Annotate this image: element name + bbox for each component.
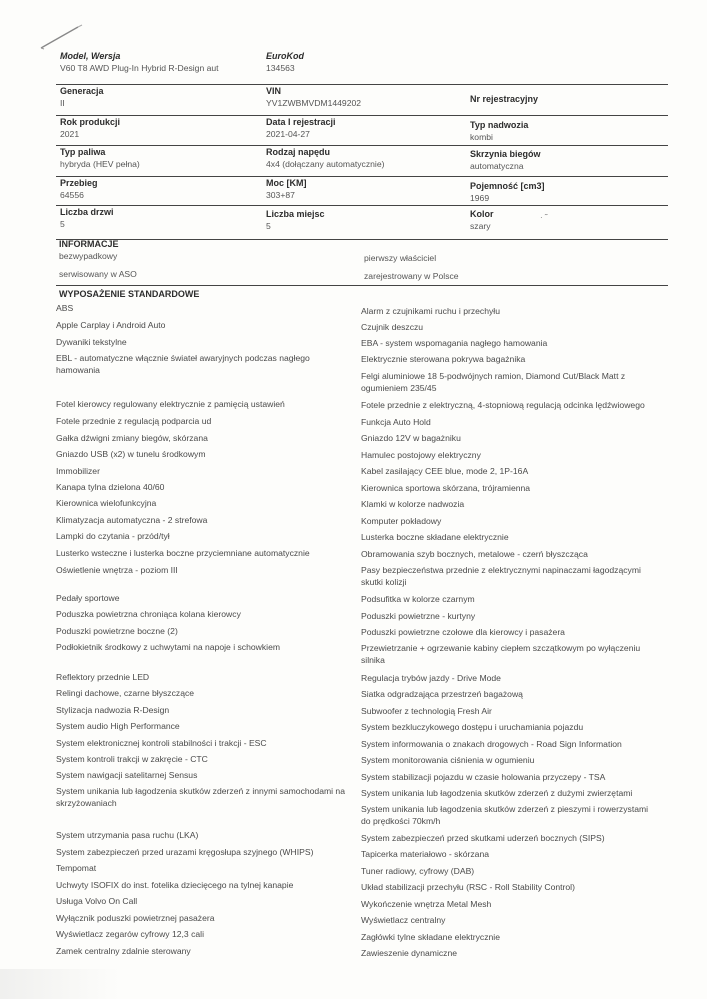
equipment-item: Siatka odgradzająca przestrzeń bagażową bbox=[361, 689, 523, 699]
equipment-item: Felgi aluminiowe 18 5-podwójnych ramion, Diamond Cut/Black Matt z ogumieniem 235/45 bbox=[361, 371, 626, 393]
equipment-item: Gniazdo USB (x2) w tunelu środkowym bbox=[56, 449, 206, 459]
spec-value: 64556 bbox=[60, 190, 84, 200]
wyposazenie-section bbox=[56, 288, 668, 968]
spec-cell-model bbox=[56, 50, 262, 84]
equipment-item: Podłokietnik środkowy z uchwytami na napoje i schowkiem bbox=[56, 642, 281, 652]
equipment-item: Kierownica wielofunkcyjna bbox=[56, 498, 157, 508]
equipment-item: Komputer pokładowy bbox=[361, 516, 442, 526]
equipment-item: System elektronicznej kontroli stabilności i trakcji - ESC bbox=[56, 738, 267, 748]
equipment-item: Regulacja trybów jazdy - Drive Mode bbox=[361, 673, 501, 683]
spec-label: Liczba miejsc bbox=[266, 209, 325, 219]
spec-label: Rodzaj napędu bbox=[266, 147, 331, 157]
equipment-item: Przewietrzanie + ogrzewanie kabiny ciepłem szczątkowym po wyłączeniu silnika bbox=[361, 643, 641, 665]
spec-value: YV1ZWBMVDM1449202 bbox=[266, 98, 362, 108]
equipment-item: System stabilizacji pojazdu w czasie holowania przyczepy - TSA bbox=[361, 772, 606, 782]
equipment-item: Wyświetlacz centralny bbox=[361, 915, 446, 925]
equipment-item: System zabezpieczeń przed urazami kręgosłupa szyjnego (WHIPS) bbox=[56, 847, 314, 857]
spec-value: hybryda (HEV pełna) bbox=[60, 159, 140, 169]
spec-value: 5 bbox=[60, 219, 65, 229]
spec-label: EuroKod bbox=[266, 51, 304, 61]
equipment-item: Elektrycznie sterowana pokrywa bagażnika bbox=[361, 354, 526, 364]
spec-value: 4x4 (dołączany automatycznie) bbox=[266, 159, 385, 169]
equipment-item: Poduszka powietrzna chroniąca kolana kierowcy bbox=[56, 609, 241, 619]
equipment-item: System zabezpieczeń przed skutkami uderzeń bocznych (SIPS) bbox=[361, 833, 605, 843]
spec-cell-typ-nadwozia bbox=[466, 116, 668, 145]
info-item: pierwszy właściciel bbox=[364, 253, 437, 263]
equipment-item: Alarm z czujnikami ruchu i przechyłu bbox=[361, 306, 500, 316]
equipment-item: Immobilizer bbox=[56, 466, 100, 476]
spec-row bbox=[56, 146, 668, 177]
wyposazenie-title: WYPOSAŻENIE STANDARDOWE bbox=[59, 289, 200, 299]
scan-smudge bbox=[0, 969, 120, 999]
equipment-item: Zawieszenie dynamiczne bbox=[361, 948, 458, 958]
spec-cell-eurokod bbox=[262, 50, 466, 84]
vehicle-spec-table bbox=[56, 50, 668, 240]
spec-cell-data-rejestracji bbox=[262, 116, 466, 145]
equipment-item: Dywaniki tekstylne bbox=[56, 337, 127, 347]
spec-row bbox=[56, 206, 668, 240]
equipment-item: Pasy bezpieczeństwa przednie z elektrycznymi napinaczami łagodzącymi skutki kolizji bbox=[361, 565, 641, 587]
info-item: zarejestrowany w Polsce bbox=[364, 271, 459, 281]
spec-label bbox=[470, 51, 664, 62]
equipment-item: System utrzymania pasa ruchu (LKA) bbox=[56, 830, 199, 840]
spec-label: Nr rejestracyjny bbox=[470, 94, 539, 104]
equipment-item: Pedały sportowe bbox=[56, 593, 120, 603]
spec-value: automatyczna bbox=[470, 161, 524, 171]
equipment-item: Usługa Volvo On Call bbox=[56, 896, 138, 906]
spec-label: Skrzynia biegów bbox=[470, 149, 541, 159]
spec-cell-moc bbox=[262, 177, 466, 205]
spec-value: 134563 bbox=[266, 63, 295, 73]
spec-value: II bbox=[60, 98, 65, 108]
spec-cell-rodzaj-napedu bbox=[262, 146, 466, 176]
equipment-item: Czujnik deszczu bbox=[361, 322, 424, 332]
spec-value: V60 T8 AWD Plug-In Hybrid R-Design aut bbox=[60, 63, 219, 73]
info-item: serwisowany w ASO bbox=[59, 269, 137, 279]
equipment-item: Klimatyzacja automatyczna - 2 strefowa bbox=[56, 515, 208, 525]
equipment-item: Kabel zasilający CEE blue, mode 2, 1P-16A bbox=[361, 466, 529, 476]
spec-value: 1969 bbox=[470, 193, 490, 203]
equipment-item: System audio High Performance bbox=[56, 721, 180, 731]
spec-value: kombi bbox=[470, 132, 493, 142]
equipment-item: System unikania lub łagodzenia skutków zderzeń z pieszymi i rowerzystami do prędkości 70km/h bbox=[361, 804, 649, 826]
equipment-item: Klamki w kolorze nadwozia bbox=[361, 499, 465, 509]
equipment-item: Tapicerka materiałowo - skórzana bbox=[361, 849, 490, 859]
equipment-item: Fotel kierowcy regulowany elektrycznie z pamięcią ustawień bbox=[56, 399, 285, 409]
equipment-item: System unikania lub łagodzenia skutków zderzeń z innymi samochodami na skrzyżowaniach bbox=[56, 786, 345, 808]
equipment-item: Uchwyty ISOFIX do inst. fotelika dziecięcego na tylnej kanapie bbox=[56, 880, 294, 890]
equipment-item: Poduszki powietrzne boczne (2) bbox=[56, 626, 178, 636]
equipment-item: Układ stabilizacji przechyłu (RSC - Roll Stability Control) bbox=[361, 882, 575, 892]
equipment-item: EBL - automatyczne włącznie świateł awaryjnych podczas nagłego hamowania bbox=[56, 353, 310, 375]
spec-label: Przebieg bbox=[60, 178, 98, 188]
equipment-item: Oświetlenie wnętrza - poziom III bbox=[56, 565, 178, 575]
equipment-item: Lampki do czytania - przód/tył bbox=[56, 531, 170, 541]
equipment-item: System informowania o znakach drogowych - Road Sign Information bbox=[361, 739, 622, 749]
spec-label: Moc [KM] bbox=[266, 178, 307, 188]
equipment-item: EBA - system wspomagania nagłego hamowania bbox=[361, 338, 548, 348]
equipment-item: Kanapa tylna dzielona 40/60 bbox=[56, 482, 165, 492]
informacje-section bbox=[56, 238, 668, 286]
informacje-title: INFORMACJE bbox=[59, 239, 119, 249]
spec-label: Generacja bbox=[60, 86, 104, 96]
spec-cell-vin bbox=[262, 85, 466, 115]
spec-cell-liczba-miejsc bbox=[262, 206, 466, 239]
equipment-item: Stylizacja nadwozia R-Design bbox=[56, 705, 170, 715]
equipment-item: Funkcja Auto Hold bbox=[361, 417, 431, 427]
equipment-item: Reflektory przednie LED bbox=[56, 672, 150, 682]
equipment-item: Gałka dźwigni zmiany biegów, skórzana bbox=[56, 433, 208, 443]
equipment-item: Lusterka boczne składane elektrycznie bbox=[361, 532, 509, 542]
spec-cell-typ-paliwa bbox=[56, 146, 262, 176]
equipment-item: System kontroli trakcji w zakręcie - CTC bbox=[56, 754, 208, 764]
equipment-item: System bezkluczykowego dostępu i uruchamiania pojazdu bbox=[361, 722, 584, 732]
spec-label: Model, Wersja bbox=[60, 51, 121, 61]
spec-value: 5 bbox=[266, 221, 271, 231]
spec-cell-liczba-drzwi bbox=[56, 206, 262, 239]
spec-label: Liczba drzwi bbox=[60, 207, 114, 217]
equipment-item: ABS bbox=[56, 303, 74, 313]
spec-cell-empty bbox=[466, 50, 668, 84]
equipment-item: Tempomat bbox=[56, 863, 97, 873]
spec-label: VIN bbox=[266, 86, 282, 96]
spec-cell-skrzynia-biegow bbox=[466, 146, 668, 176]
spec-row bbox=[56, 116, 668, 146]
equipment-item: Subwoofer z technologią Fresh Air bbox=[361, 706, 492, 716]
equipment-item: Fotele przednie z elektryczną, 4-stopniową regulacją odcinka lędźwiowego bbox=[361, 400, 645, 410]
equipment-item: Wyświetlacz zegarów cyfrowy 12,3 cali bbox=[56, 929, 204, 939]
spec-label: Data I rejestracji bbox=[266, 117, 336, 127]
spec-value: 2021-04-27 bbox=[266, 129, 310, 139]
equipment-item: System nawigacji satelitarnej Sensus bbox=[56, 770, 198, 780]
equipment-item: Obramowania szyb bocznych, metalowe - czerń błyszcząca bbox=[361, 549, 588, 559]
spec-value: 2021 bbox=[60, 129, 80, 139]
equipment-item: Lusterko wsteczne i lusterka boczne przyciemniane automatycznie bbox=[56, 548, 310, 558]
spec-cell-nr-rejestracyjny bbox=[466, 85, 668, 115]
spec-value: szary bbox=[470, 221, 491, 231]
equipment-item: Zamek centralny zdalnie sterowany bbox=[56, 946, 191, 956]
spec-cell-kolor bbox=[466, 206, 668, 239]
spec-row bbox=[56, 50, 668, 85]
equipment-item: Podsufitka w kolorze czarnym bbox=[361, 594, 475, 604]
spec-row bbox=[56, 85, 668, 116]
spec-label: Rok produkcji bbox=[60, 117, 121, 127]
spec-cell-generacja bbox=[56, 85, 262, 115]
equipment-item: Tuner radiowy, cyfrowy (DAB) bbox=[361, 866, 475, 876]
spec-row bbox=[56, 177, 668, 206]
equipment-item: Poduszki powietrzne - kurtyny bbox=[361, 611, 476, 621]
equipment-item: System unikania lub łagodzenia skutków zderzeń z dużymi zwierzętami bbox=[361, 788, 633, 798]
equipment-item: Wyłącznik poduszki powietrznej pasażera bbox=[56, 913, 215, 923]
spec-cell-przebieg bbox=[56, 177, 262, 205]
equipment-item: Zagłówki tylne składane elektrycznie bbox=[361, 932, 500, 942]
equipment-item: Hamulec postojowy elektryczny bbox=[361, 450, 481, 460]
equipment-item: Apple Carplay i Android Auto bbox=[56, 320, 166, 330]
scan-speck: · ˜ bbox=[540, 213, 548, 222]
equipment-item: Poduszki powietrzne czołowe dla kierowcy i pasażera bbox=[361, 627, 565, 637]
equipment-item: Gniazdo 12V w bagażniku bbox=[361, 433, 461, 443]
spec-cell-pojemnosc bbox=[466, 177, 668, 205]
spec-label: Typ nadwozia bbox=[470, 120, 529, 130]
spec-value bbox=[470, 63, 664, 74]
info-item: bezwypadkowy bbox=[59, 251, 118, 261]
equipment-item: Kierownica sportowa skórzana, trójramienna bbox=[361, 483, 531, 493]
spec-label: Typ paliwa bbox=[60, 147, 106, 157]
spec-label: Pojemność [cm3] bbox=[470, 181, 545, 191]
equipment-item: Fotele przednie z regulacją podparcia ud bbox=[56, 416, 212, 426]
equipment-item: Relingi dachowe, czarne błyszczące bbox=[56, 688, 195, 698]
spec-cell-rok-produkcji bbox=[56, 116, 262, 145]
equipment-item: Wykończenie wnętrza Metal Mesh bbox=[361, 899, 492, 909]
spec-label: Kolor bbox=[470, 209, 494, 219]
pen-mark-icon bbox=[38, 22, 84, 52]
equipment-item: System monitorowania ciśnienia w ogumieniu bbox=[361, 755, 535, 765]
spec-value: 303+87 bbox=[266, 190, 295, 200]
